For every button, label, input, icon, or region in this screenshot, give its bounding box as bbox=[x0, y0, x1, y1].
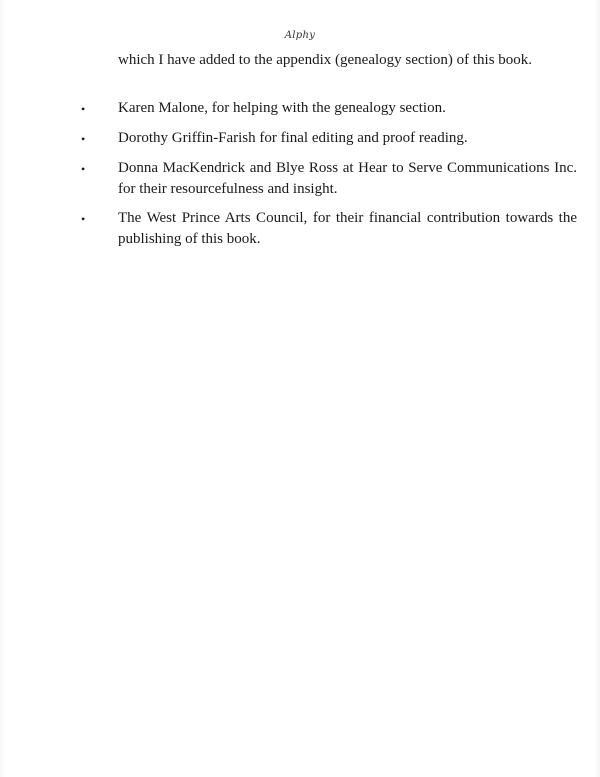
bullet-icon: • bbox=[81, 102, 86, 116]
list-item-text: The West Prince Arts Council, for their financial contribution towards the publishing of this book. bbox=[118, 210, 577, 247]
bullet-icon: • bbox=[81, 132, 86, 146]
continuation-paragraph: which I have added to the appendix (genealogy section) of this book. bbox=[118, 52, 533, 68]
running-head: Alphy bbox=[284, 30, 316, 41]
bullet-icon: • bbox=[81, 162, 86, 176]
list-item-text: Karen Malone, for helping with the genealogy section. bbox=[118, 100, 446, 116]
list-item-text: Donna MacKendrick and Blye Ross at Hear to Serve Communications Inc. for their resourcefulness and insight. bbox=[118, 160, 577, 197]
list-item bbox=[81, 208, 577, 250]
list-item-text: Dorothy Griffin-Farish for final editing and proof reading. bbox=[118, 130, 468, 146]
list-item bbox=[81, 128, 577, 149]
bullet-icon: • bbox=[81, 212, 86, 226]
list-item bbox=[81, 98, 577, 119]
list-item bbox=[81, 158, 577, 200]
